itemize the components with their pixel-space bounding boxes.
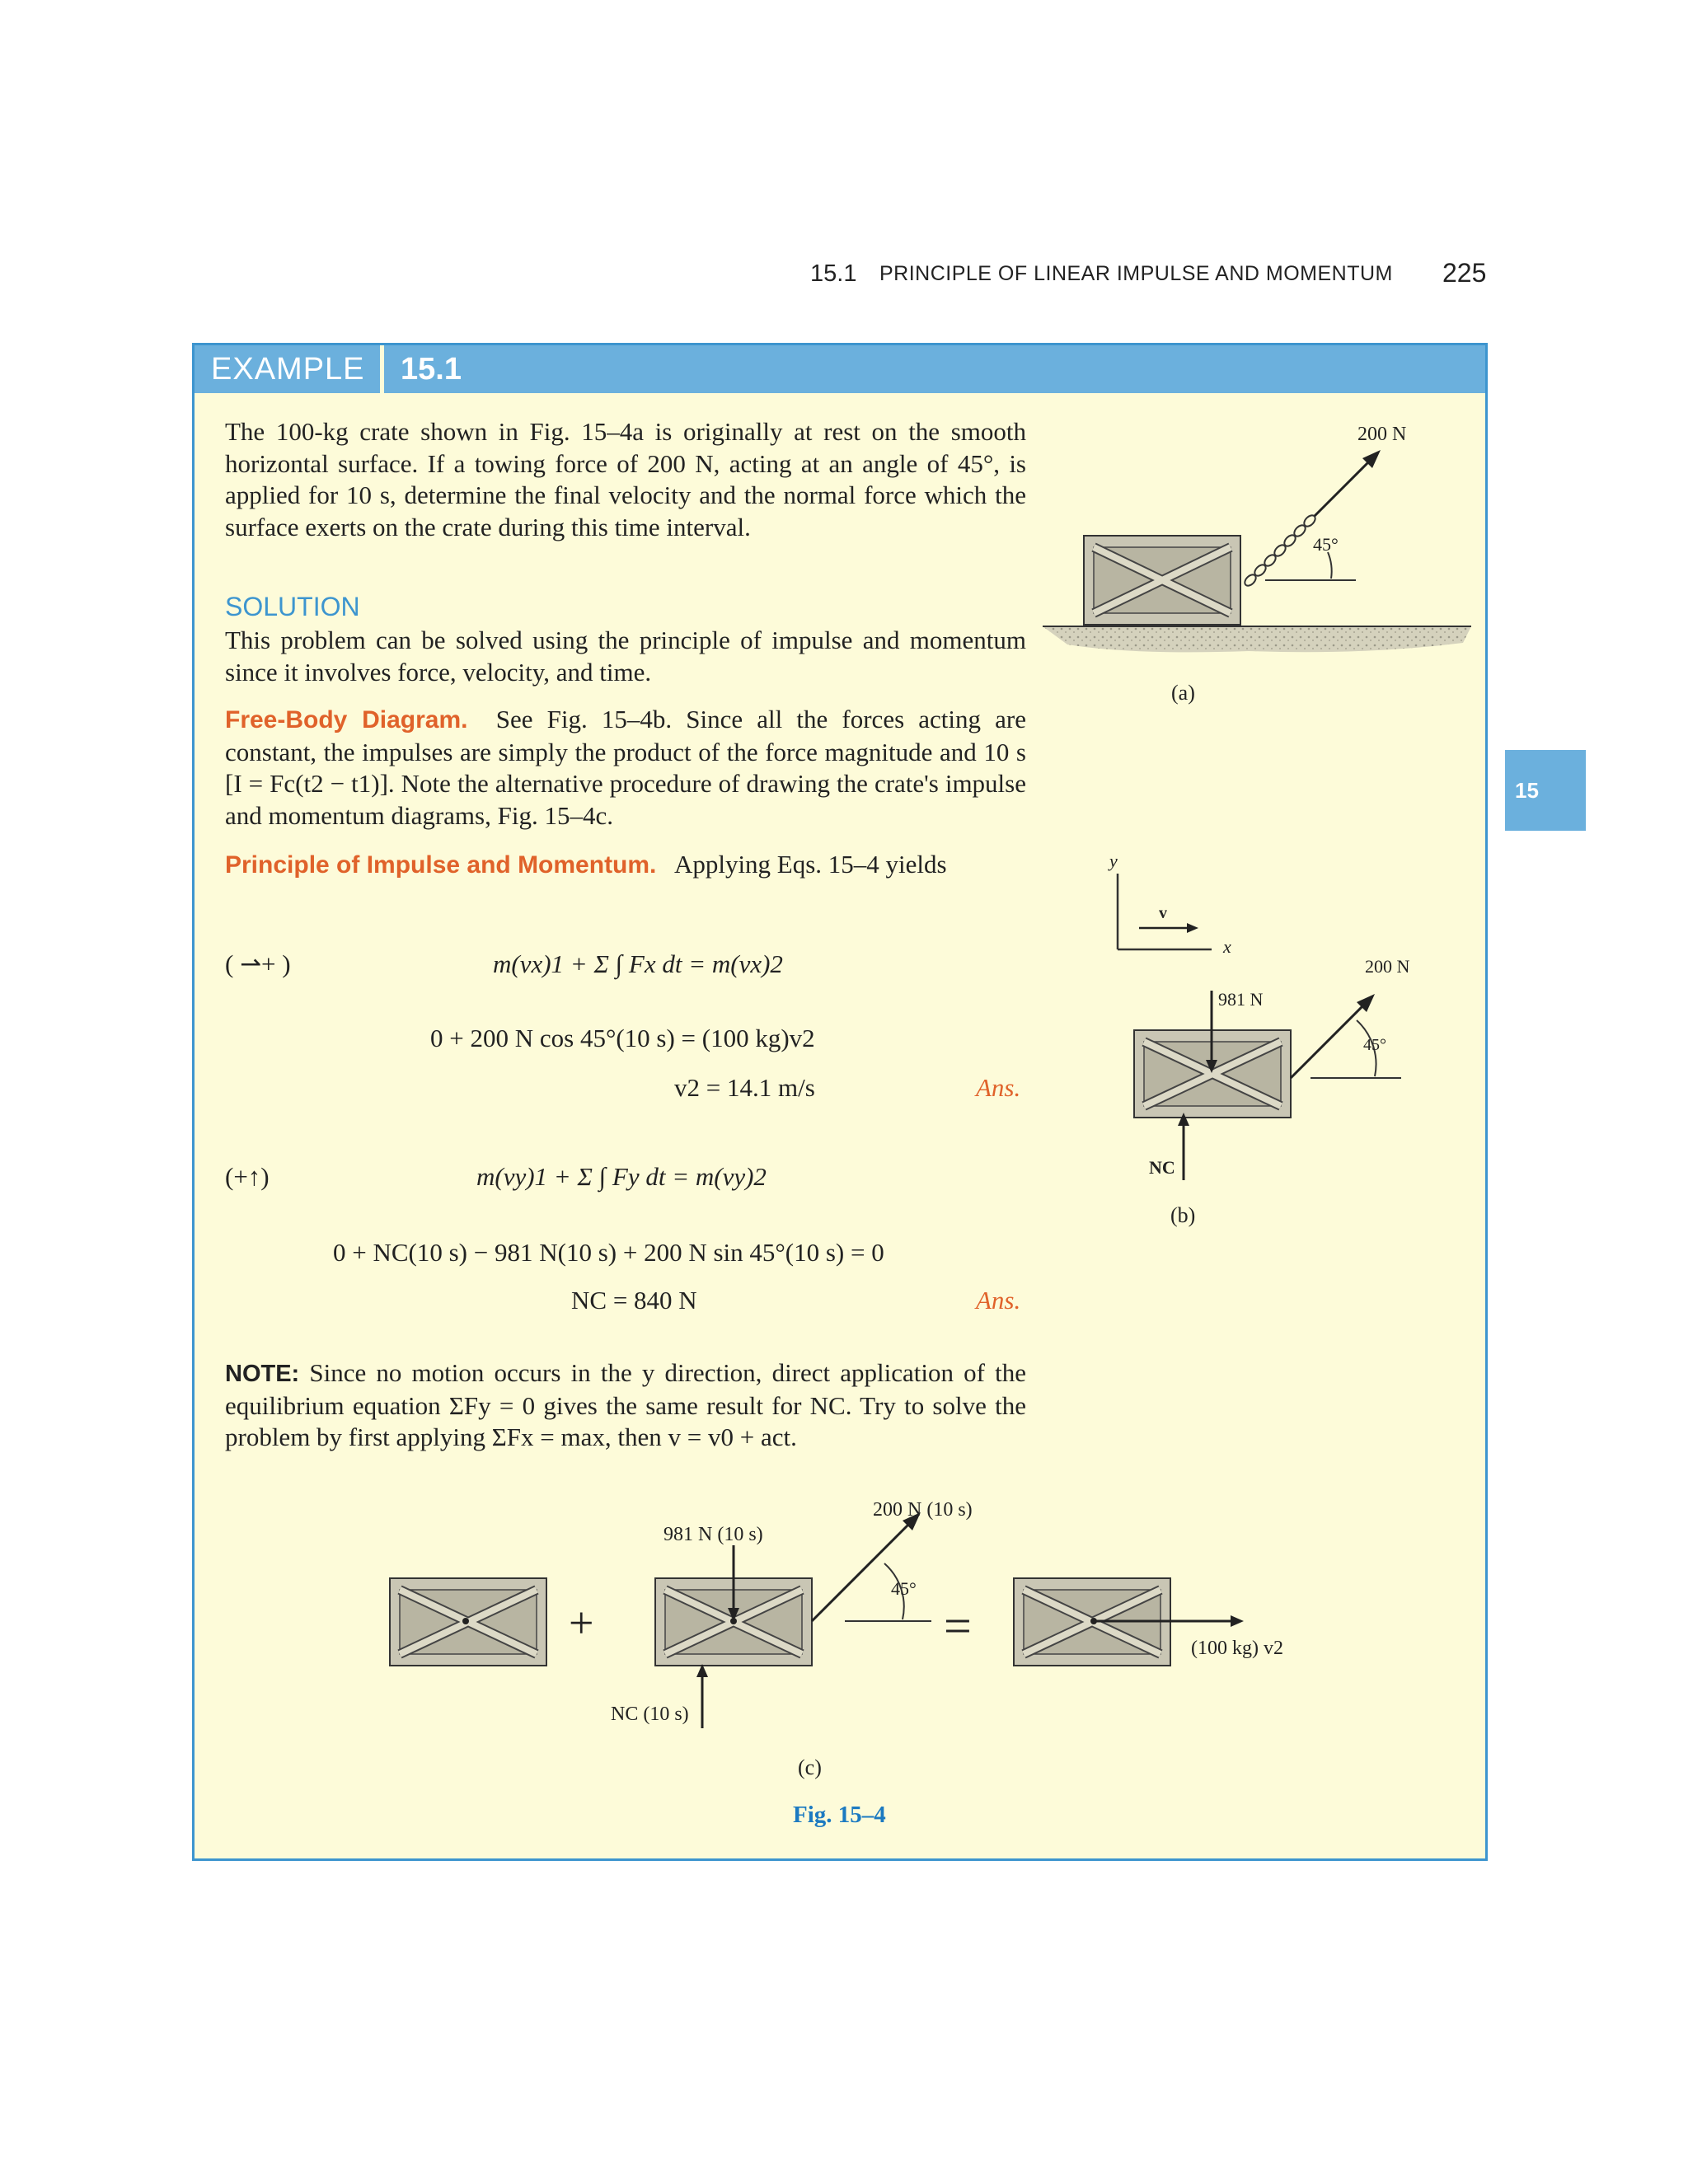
eq-y-impulse-momentum: m(vy)1 + Σ ∫ Fy dt = m(vy)2 xyxy=(476,1162,767,1191)
fbd-paragraph xyxy=(225,704,1026,832)
momentum-arrowhead xyxy=(1231,1615,1244,1627)
figure-a-diagram xyxy=(1034,404,1479,717)
crate-c-initial-momentum xyxy=(390,1578,546,1666)
weight-impulse-label: 981 N (10 s) xyxy=(663,1524,763,1545)
note-label: NOTE: xyxy=(225,1361,300,1387)
ground-surface xyxy=(1043,626,1471,652)
figure-c-label: (c) xyxy=(798,1755,822,1779)
angle-label-a: 45° xyxy=(1313,534,1339,555)
figure-b-label: (b) xyxy=(1170,1203,1196,1227)
problem-statement: The 100-kg crate shown in Fig. 15–4a is originally at rest on the smooth horizontal surface. If a towing force of 200 N, acting at an angle of 45°, is applied for 10 s, determine the final velocity and the normal force which the surface exerts on the crate during this time interval. xyxy=(225,417,1026,541)
normal-label: NC xyxy=(1149,1157,1175,1178)
fbd-text: See Fig. 15–4b. Since all the forces acting are constant, the impulses are simply the product of the force magnitude and 10 s [I = Fc(t2 − t1)]. Note the alternative procedure of drawing the crate's impulse and momentum diagrams, Fig. 15–4c. xyxy=(225,705,1026,830)
angle-label-c: 45° xyxy=(891,1578,917,1599)
example-number: 15.1 xyxy=(401,352,462,387)
force-impulse-label: 200 N (10 s) xyxy=(873,1499,973,1521)
force-impulse-arrow xyxy=(812,1522,911,1621)
eq-y-substituted: 0 + NC(10 s) − 981 N(10 s) + 200 N sin 45°(10 s) = 0 xyxy=(333,1238,884,1267)
section-title: PRINCIPLE OF LINEAR IMPULSE AND MOMENTUM xyxy=(879,262,1393,285)
x-axis-label: x xyxy=(1223,936,1231,957)
answer-label-velocity: Ans. xyxy=(976,1073,1021,1102)
example-header-divider xyxy=(380,345,384,393)
velocity-arrowhead xyxy=(1187,923,1198,933)
force-label-b: 200 N xyxy=(1365,956,1410,977)
solution-heading: SOLUTION xyxy=(225,592,360,621)
force-label-a: 200 N xyxy=(1357,424,1407,445)
eq-x-substituted: 0 + 200 N cos 45°(10 s) = (100 kg)v2 xyxy=(430,1024,815,1052)
fbd-heading: Free-Body Diagram. xyxy=(225,706,468,733)
page-number: 225 xyxy=(1442,258,1487,288)
eq-x-result: v2 = 14.1 m/s xyxy=(674,1073,815,1102)
chapter-tab xyxy=(1505,750,1586,831)
eq-x-impulse-momentum: m(vx)1 + Σ ∫ Fx dt = m(vx)2 xyxy=(493,949,783,978)
tow-chain xyxy=(1243,513,1317,588)
figure-caption: Fig. 15–4 xyxy=(793,1802,886,1828)
plus-sign: + xyxy=(569,1598,594,1647)
y-axis-label: y xyxy=(1109,851,1118,871)
angle-arc-a xyxy=(1328,552,1332,579)
force-arrow-a xyxy=(1315,457,1374,516)
figure-c-diagram xyxy=(383,1496,1331,1735)
example-header-bar xyxy=(195,345,1485,393)
pim-heading: Principle of Impulse and Momentum. xyxy=(225,851,657,879)
weight-label: 981 N xyxy=(1218,989,1264,1010)
normal-impulse-label: NC (10 s) xyxy=(611,1704,689,1725)
velocity-label: v xyxy=(1159,904,1167,922)
note-text: Since no motion occurs in the y direction, direct application of the equilibrium equation ΣFy = 0 gives the same result for NC. Try to solve the problem by first applying ΣFx = max, then v = v0 + act. xyxy=(225,1358,1027,1451)
figure-b-diagram xyxy=(1088,849,1451,1195)
answer-label-normal-force: Ans. xyxy=(976,1286,1021,1315)
force-arrow-b xyxy=(1291,1004,1365,1078)
eq-y-direction-label: (+↑) xyxy=(225,1162,270,1191)
eq-x-direction-label: ( ⇀+ ) xyxy=(225,949,291,978)
eq-y-result: NC = 840 N xyxy=(571,1286,697,1315)
equals-sign: = xyxy=(944,1599,972,1653)
pim-paragraph xyxy=(225,849,1026,882)
section-number: 15.1 xyxy=(810,260,857,287)
example-label: EXAMPLE xyxy=(211,352,365,387)
pim-text: Applying Eqs. 15–4 yields xyxy=(673,850,947,879)
figure-a-label: (a) xyxy=(1171,681,1195,705)
angle-label-b: 45° xyxy=(1363,1036,1386,1054)
chapter-tab-label: 15 xyxy=(1515,778,1539,803)
momentum-label: (100 kg) v2 xyxy=(1191,1638,1283,1659)
crate-a xyxy=(1084,536,1240,625)
note-paragraph xyxy=(225,1357,1026,1454)
solution-intro: This problem can be solved using the principle of impulse and momentum since it involves force, velocity, and time. xyxy=(225,626,1026,687)
